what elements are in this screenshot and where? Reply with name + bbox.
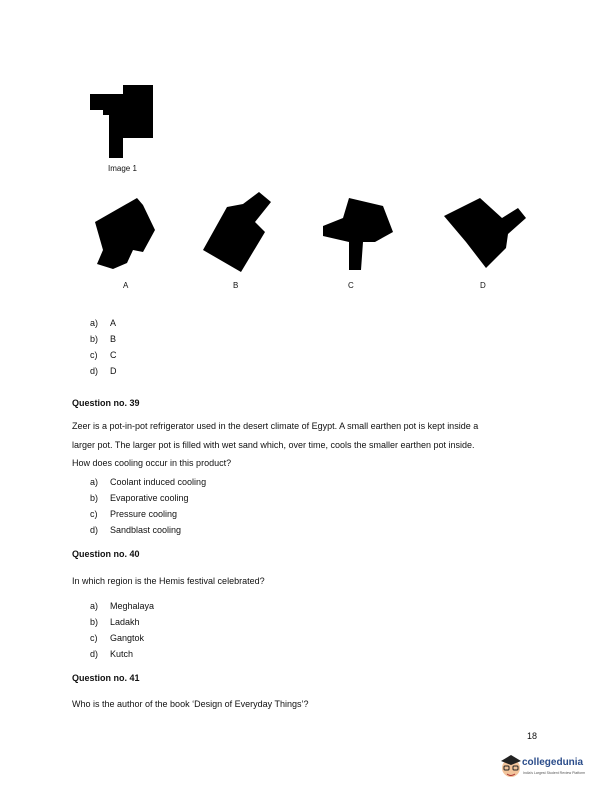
option-b-label: B — [233, 281, 239, 290]
mascot-icon — [499, 752, 523, 782]
q39-option-c[interactable]: c) Pressure cooling — [90, 509, 178, 519]
q38-option-b[interactable]: b) B — [90, 334, 117, 344]
q40-option-d[interactable]: d) Kutch — [90, 649, 134, 659]
q40-option-b[interactable]: b) Ladakh — [90, 617, 140, 627]
q40-option-c[interactable]: c) Gangtok — [90, 633, 145, 643]
question-40-title: Question no. 40 — [72, 549, 140, 559]
page-number: 18 — [527, 731, 538, 741]
option-c-label: C — [348, 281, 354, 290]
question-39-title: Question no. 39 — [72, 398, 140, 408]
q39-option-a[interactable]: a) Coolant induced cooling — [90, 477, 207, 487]
option-a-figure — [85, 190, 160, 275]
image-1-caption: Image 1 — [108, 164, 137, 173]
q39-option-b[interactable]: b) Evaporative cooling — [90, 493, 189, 503]
q38-option-c[interactable]: c) C — [90, 350, 117, 360]
q38-option-d[interactable]: d) D — [90, 366, 117, 376]
question-40-body: In which region is the Hemis festival celebrated? — [72, 576, 265, 586]
collegedunia-logo — [499, 752, 599, 786]
question-41-body: Who is the author of the book ‘Design of Everyday Things’? — [72, 699, 309, 709]
question-39-body: Zeer is a pot-in-pot refrigerator used in the desert climate of Egypt. A small earthen pot is kept inside a larger pot. The larger pot is filled with wet sand which, over time, cools the smaller earthen pot inside. How does cooling occur in this product? — [72, 421, 479, 468]
logo-brand: collegedunia — [522, 757, 584, 768]
image-1-figure — [85, 82, 160, 162]
option-a-label: A — [123, 281, 129, 290]
q40-option-a[interactable]: a) Meghalaya — [90, 601, 155, 611]
option-d-label: D — [480, 281, 486, 290]
q38-option-a[interactable]: a) A — [90, 318, 117, 328]
option-d-figure — [440, 190, 530, 275]
question-41-title: Question no. 41 — [72, 673, 140, 683]
option-c-figure — [313, 190, 398, 275]
option-b-figure — [195, 192, 275, 277]
q39-option-d[interactable]: d) Sandblast cooling — [90, 525, 182, 535]
logo-tagline: India's Largest Student Review Platform — [523, 771, 586, 775]
